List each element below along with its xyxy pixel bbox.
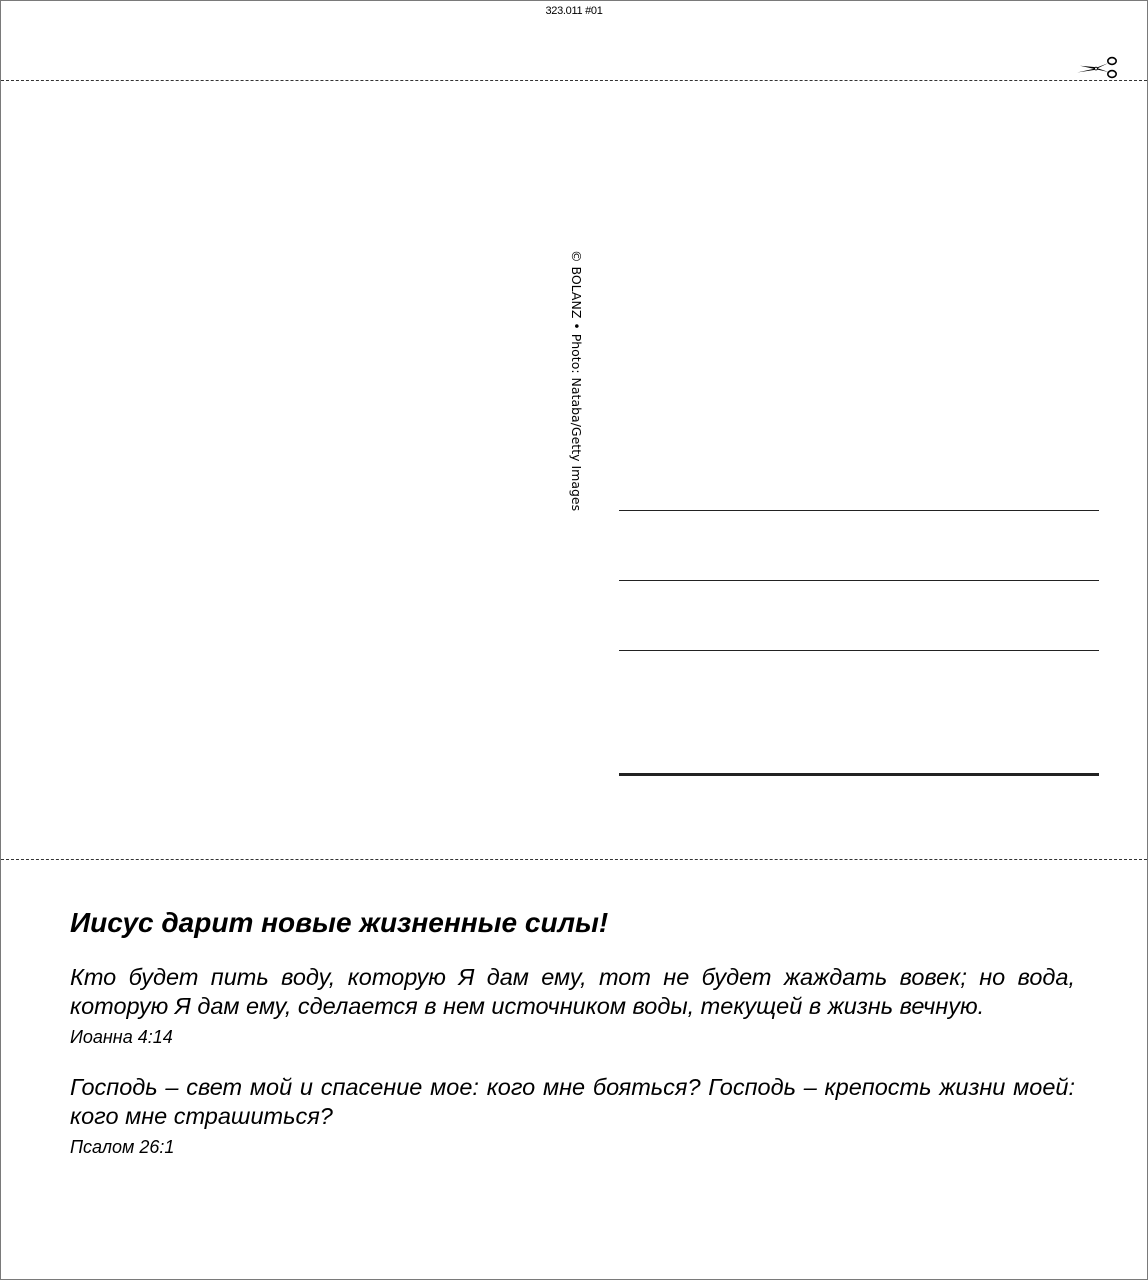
address-line-3 (619, 650, 1099, 651)
verse-reference-2: Псалом 26:1 (70, 1137, 175, 1157)
address-line-1 (619, 510, 1099, 511)
photo-credit-text: © BOLANZ • Photo: Nataba/Getty Images (569, 250, 584, 512)
photo-credit (566, 250, 586, 512)
cut-line-bottom (1, 859, 1147, 860)
address-line-4 (619, 773, 1099, 776)
verse-text-2: Господь – свет мой и спасение мое: кого мне бояться? Господь – крепость жизни моей: кого мне страшиться? (70, 1074, 1075, 1129)
product-code: 323.011 #01 (545, 5, 603, 17)
verse-text-1: Кто будет пить воду, которую Я дам ему, тот не будет жаждать вовек; но вода, которую Я дам ему, сделается в нем источником воды, текущей в жизнь вечную. (70, 964, 1075, 1019)
bible-verses-section (70, 905, 1075, 1159)
address-line-2 (619, 580, 1099, 581)
cut-line-top (1, 80, 1147, 81)
section-title: Иисус дарит новые жизненные силы! (70, 907, 609, 938)
verse-reference-1: Иоанна 4:14 (70, 1027, 173, 1047)
scissors-icon (1074, 52, 1122, 82)
